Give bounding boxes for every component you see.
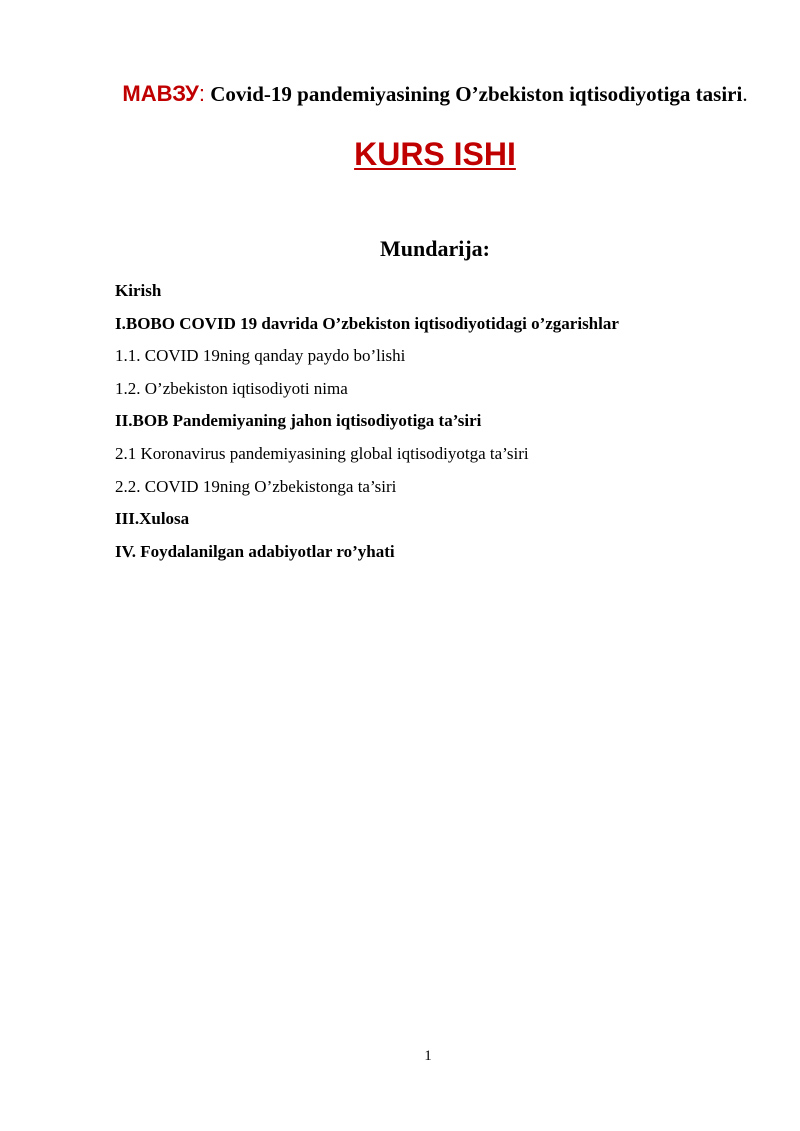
toc-entry: III.Xulosa [115,509,190,529]
toc-entry: IV. Foydalanilgan adabiyotlar ro’yhati [115,541,395,561]
toc-entry: II.BOB Pandemiyaning jahon iqtisodiyotiga ta’siri [115,411,482,431]
toc-entry: 2.2. COVID 19ning O’zbekistonga ta’siri [115,476,397,496]
document-title: KURS ISHI [354,136,516,172]
topic-label: МАВЗУ [122,81,199,106]
toc-entry: Kirish [115,281,162,300]
table-of-contents [115,278,755,571]
topic-end-punctuation: . [742,82,748,106]
topic-line [120,80,750,108]
toc-entry: 1.1. COVID 19ning qanday paydo bo’lishi [115,346,406,366]
topic-colon: : [198,81,205,106]
toc-entry: I.BOBO COVID 19 davrida O’zbekiston iqtisodiyotidagi o’zgarishlar [115,313,619,333]
contents-heading: Mundarija: [380,236,490,261]
toc-entry: 2.1 Koronavirus pandemiyasining global iqtisodiyotga ta’siri [115,443,529,463]
toc-entry: 1.2. O’zbekiston iqtisodiyoti nima [115,378,348,398]
topic-text: Covid-19 pandemiyasining O’zbekiston iqtisodiyotiga tasiri [205,82,743,106]
page-number: 1 [424,1048,432,1064]
